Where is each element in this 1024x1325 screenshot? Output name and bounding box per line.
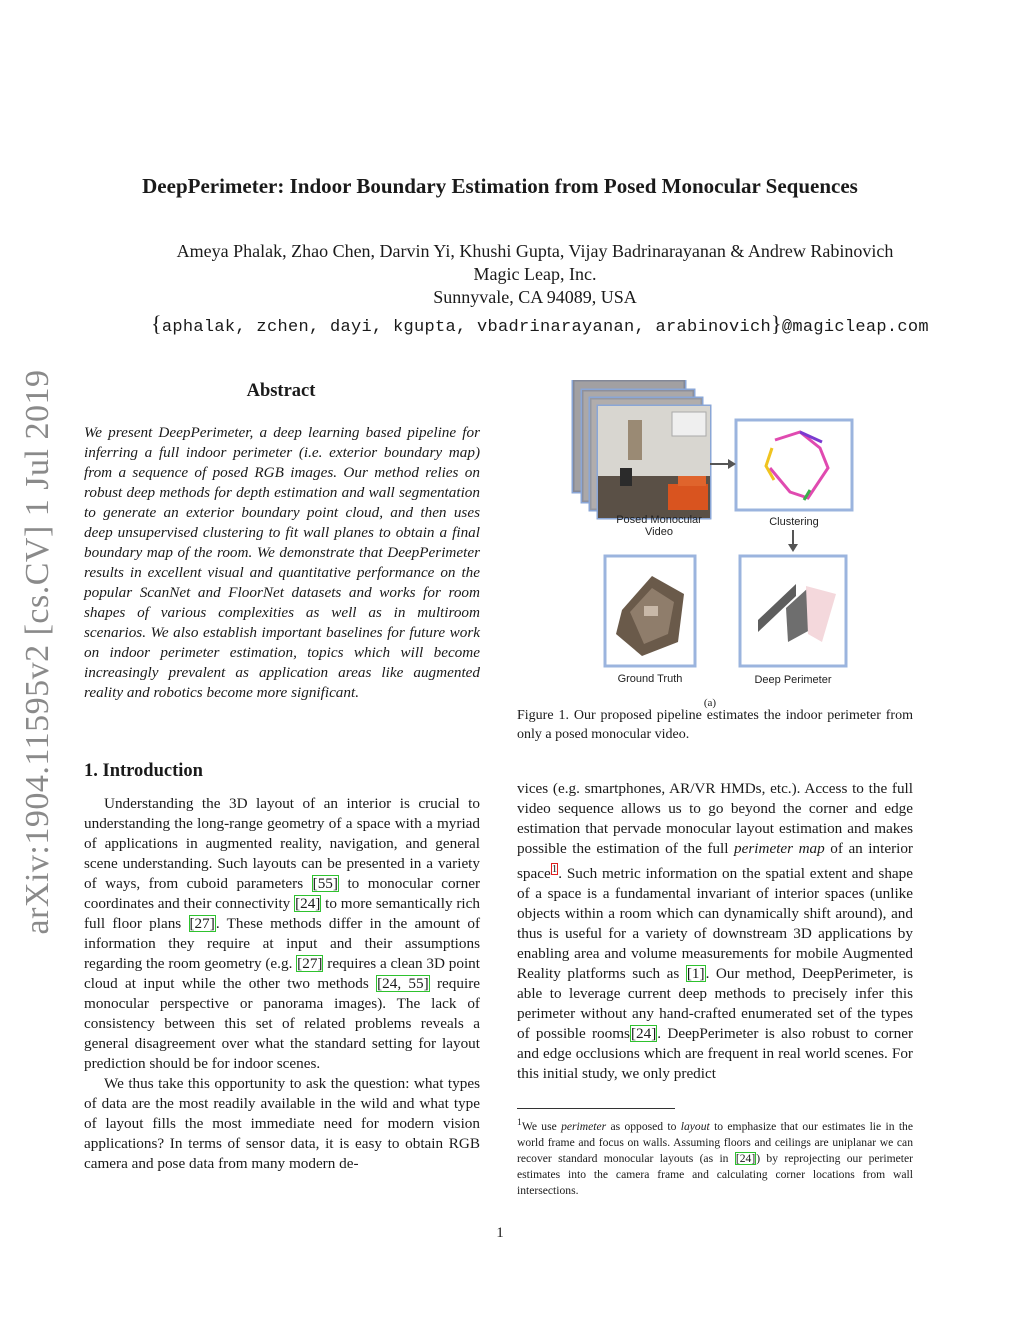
intro-right-column <box>517 779 913 1084</box>
label-deep-perimeter: Deep Perimeter <box>754 674 832 686</box>
subfigure-label: (a) <box>703 697 717 709</box>
email-open-brace: { <box>151 311 162 336</box>
footnote-link[interactable]: 1 <box>551 863 558 875</box>
citation-link[interactable]: [24] <box>735 1151 756 1165</box>
citation-link[interactable]: [24] <box>630 1025 657 1043</box>
intro-left-column <box>84 794 480 1174</box>
citation-link[interactable]: [24] <box>295 895 321 912</box>
email-line <box>60 311 1020 337</box>
email-domain: @magicleap.com <box>781 318 929 337</box>
intro-paragraph-1: Understanding the 3D layout of an interior is crucial to understanding the long-range geometry of a space with a myriad of applications in augmented reality, navigation, and general scene understanding. Such layouts can be presented in a variety of ways, from cuboid parameters [55] to monocular corner coordinates and their connectivity [24] to more semantically rich full floor plans [27]. These methods differ in the amount of information they require at input and their assumptions regarding the room geometry (e.g. [27] requires a clean 3D point cloud at input while the other two methods [24, 55] require monocular perspective or panorama images). The lack of consistency between this set of related problems reveals a general disagreement over what the standard setting for layout prediction should be for indoor scenes. <box>84 795 481 1072</box>
abstract-body: We present DeepPerimeter, a deep learning based pipeline for inferring a full indoor perimeter (i.e. exterior boundary map) from a sequence of posed RGB images. Our method relies on robust deep methods for depth estimation and wall segmentation to generate an exterior boundary point cloud, and then uses deep unsupervised clustering to fit wall planes to obtain a final boundary map of the room. We demonstrate that DeepPerimeter results in excellent visual and quantitative performance on the popular ScanNet and FloorNet datasets and works for room shapes of various complexities as well as in multiroom scenarios. We also establish important baselines for future work on indoor perimeter estimation, topics which will become increasingly prevalent as application areas like augmented reality and robotics become more significant. <box>84 424 480 701</box>
figure-caption: Figure 1. Our proposed pipeline estimates the indoor perimeter from only a posed monocular video. <box>517 708 913 742</box>
email-names: aphalak, zchen, dayi, kgupta, vbadrinarayanan, arabinovich <box>161 318 772 337</box>
location: Sunnyvale, CA 94089, USA <box>433 287 637 307</box>
paper-title: DeepPerimeter: Indoor Boundary Estimation from Posed Monocular Sequences <box>142 174 858 198</box>
arrow-down-icon <box>788 530 798 552</box>
citation-link[interactable]: [1] <box>686 965 705 983</box>
email-close-brace: } <box>771 311 782 336</box>
deep-perimeter-panel <box>740 556 846 666</box>
intro-paragraph-2: We thus take this opportunity to ask the question: what types of data are the most readily available in the wild and what type of layout fills the most immediate need for modern vision applications? In terms of sensor data, it is easy to obtain RGB camera and pose data from many modern de- <box>84 1075 480 1172</box>
intro-heading: 1. Introduction <box>84 761 203 781</box>
footnote: $^1$We use perimeter as opposed to layout to emphasize that our estimates lie in the world frame and focus on walls. Assuming floors and ceilings are uniplanar we can recover standard monocular layouts (as in [24]) by reprojecting our perimeter estimates into the camera frame and calculating corner locations from wall intersections. <box>517 1117 913 1197</box>
label-posed-video: Posed Monocular Video <box>616 514 702 538</box>
footnote-rule <box>517 1108 675 1109</box>
arxiv-stamp: arXiv:1904.11595v2 [cs.CV] 1 Jul 2019 <box>19 369 56 935</box>
citation-link[interactable]: [27] <box>297 955 323 972</box>
ground-truth-panel <box>605 556 695 666</box>
abstract-heading: Abstract <box>246 381 316 401</box>
footnote-mark: 1 <box>517 1117 522 1128</box>
affiliation: Magic Leap, Inc. <box>473 264 597 284</box>
citation-link[interactable]: [55] <box>312 875 338 892</box>
video-frames-stack <box>573 380 710 518</box>
intro-paragraph-continued: vices (e.g. smartphones, AR/VR HMDs, etc.). Access to the full video sequence allows us to go beyond the corner and edge estimation that pervade monocular layout estimation and makes possible the estimation of the full perimeter map of an interior space$^1$. Such metric information on the spatial extent and shape of a space is a fundamental invariant of interior spaces (unlike objects within a room which can dynamically shift around), and thus is useful for a variety of downstream 3D applications by enabling area and volume measurements for mobile Augmented Reality platforms such as [1]. Our method, DeepPerimeter, is able to leverage current deep methods to precisely infer this perimeter without any hand-crafted enumerated set of the types of possible rooms[24]. DeepPerimeter is also robust to corner and edge occlusions which are frequent in real world scenes. For this initial study, we only predict <box>517 780 914 1083</box>
figure-1 <box>560 380 880 700</box>
author-list: Ameya Phalak, Zhao Chen, Darvin Yi, Khushi Gupta, Vijay Badrinarayanan & Andrew Rabinovich <box>176 241 894 261</box>
pipeline-diagram <box>560 380 880 700</box>
citation-link[interactable]: [24, 55] <box>377 975 429 992</box>
label-clustering: Clustering <box>769 516 819 528</box>
clustering-panel <box>736 420 852 510</box>
arrow-right-icon <box>710 459 736 469</box>
citation-link[interactable]: [27] <box>189 915 215 932</box>
label-ground-truth: Ground Truth <box>617 673 683 685</box>
author-block <box>110 240 960 309</box>
page-number: 1 <box>496 1225 504 1241</box>
